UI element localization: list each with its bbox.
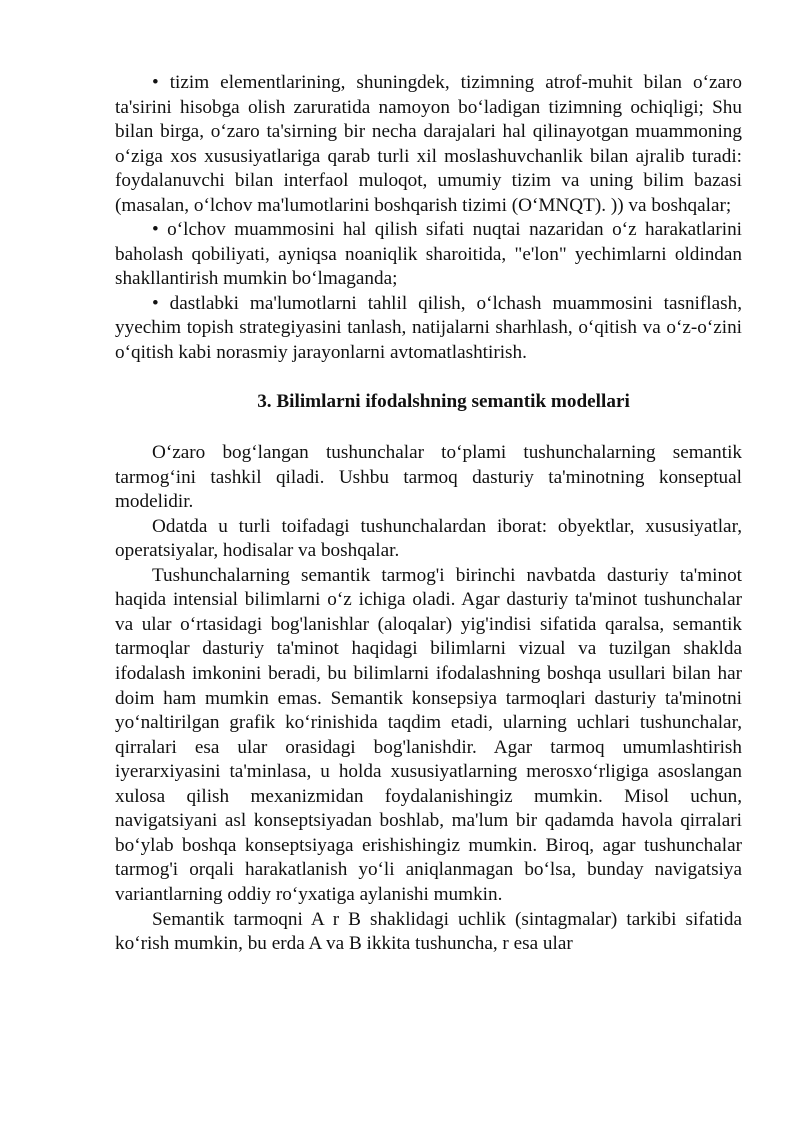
bullet-item-self-assessment: • o‘lchov muammosini hal qilish sifati nuqtai nazaridan o‘z harakatlarini baholash qobiliyati, ayniqsa noaniqlik sharoitida, "e'lon" yechimlarni oldindan shakllantirish mumkin bo‘lmaganda;: [115, 219, 742, 290]
body-paragraph-2: Odatda u turli toifadagi tushunchalardan iborat: obyektlar, xususiyatlar, operatsiyalar, hodisalar va boshqalar.: [115, 515, 742, 562]
section-heading: 3. Bilimlarni ifodalshning semantik modellari: [257, 390, 630, 412]
page-content: [115, 71, 742, 957]
bullet-item-automation: • dastlabki ma'lumotlarni tahlil qilish, o‘lchash muammosini tasniflash, yyechim topish strategiyasini tanlash, natijalarni sharhlash, o‘qitish va o‘z-o‘zini o‘qitish kabi norasmiy jarayonlarni avtomatlashtirish.: [115, 292, 742, 364]
bullet-item-openness: • tizim elementlarining, shuningdek, tizimning atrof-muhit bilan o‘zaro ta'sirini hisobga olish zaruratida namoyon bo‘ladigan tizimning ochiqligi; Shu bilan birga, o‘zaro ta'sirning bir necha darajalari hal qilinayotgan muammoning o‘ziga xos xususiyatlariga qarab turli xil moslashuvchanlik bilan ajralib turadi: foydalanuvchi bilan interfaol muloqot, umumiy tizim va uning bilim bazasi (masalan, o‘lchov ma'lumotlarini boshqarish tizimi (O‘MNQT). )) va boshqalar;: [115, 72, 742, 216]
body-paragraph-3: Tushunchalarning semantik tarmog'i birinchi navbatda dasturiy ta'minot haqida intensial bilimlarni o‘z ichiga oladi. Agar dasturiy ta'minot tushunchalar va ular o‘rtasidagi bog'lanishlar (aloqalar) yig'indisi sifatida qaralsa, semantik tarmoqlar dasturiy ta'minot haqidagi bilimlarni vizual va tuzilgan shaklda ifodalash imkonini beradi, bu bilimlarni ifodalashning boshqa usullari bilan har doim ham mumkin emas. Semantik konsepsiya tarmoqlari dasturiy ta'minotni yo‘naltirilgan grafik ko‘rinishida taqdim etadi, ularning uchlari tushunchalar, qirralari esa ular orasidagi bog'lanishdir. Agar tarmoq umumlashtirish iyerarxiyasini ta'minlasa, u holda xususiyatlarning merosxo‘rligiga asoslangan xulosa qilish mexanizmidan foydalanishingiz mumkin. Misol uchun, navigatsiyani asl konseptsiyadan boshlab, ma'lum bir qadamda havola qirralari bo‘ylab boshqa konseptsiyaga erishishingiz mumkin. Biroq, agar tushunchalar tarmog'i orqali harakatlanish yo‘li aniqlanmagan bo‘lsa, bunday navigatsiya variantlarning oddiy ro‘yxatiga aylanishi mumkin.: [115, 564, 742, 905]
body-paragraph-4: Semantik tarmoqni A r B shaklidagi uchlik (sintagmalar) tarkibi sifatida ko‘rish mumkin, bu erda A va B ikkita tushuncha, r esa ular: [115, 908, 742, 955]
body-paragraph-1: O‘zaro bog‘langan tushunchalar to‘plami tushunchalarning semantik tarmog‘ini tashkil qiladi. Ushbu tarmoq dasturiy ta'minotning konseptual modelidir.: [115, 442, 742, 513]
